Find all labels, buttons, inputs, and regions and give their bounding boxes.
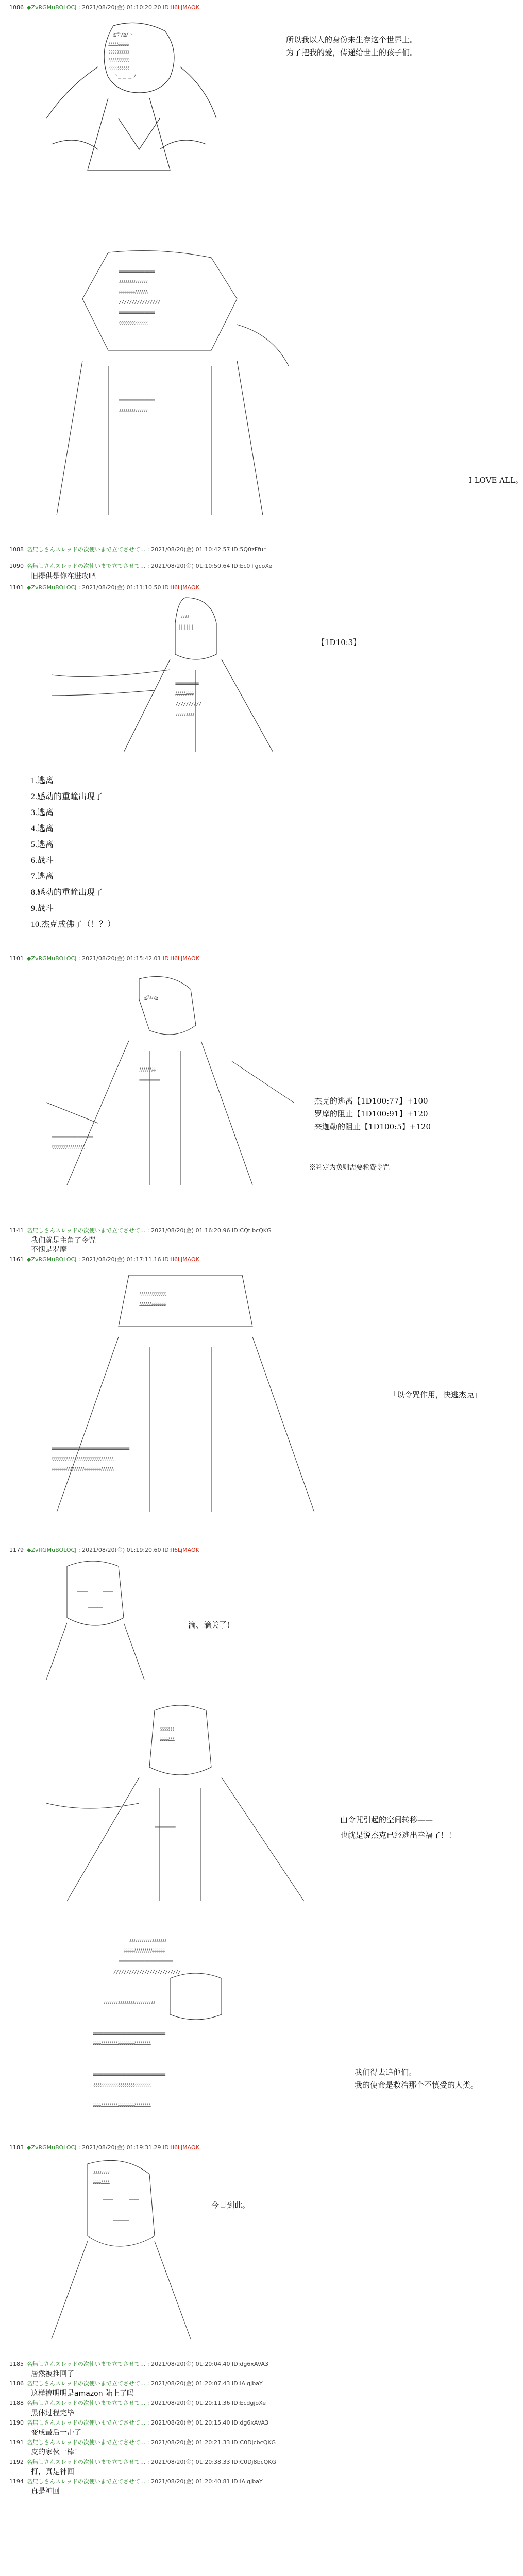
story-caption: 所以我以人的身份来生存这个世界上。: [286, 35, 418, 44]
post-header: 1090 名無しさんスレッドの次使いまで立てさせて... : 2021/08/20(金) 01:10:50.64 ID:Ec0+gcoXe: [9, 563, 273, 569]
post-header: 1186 名無しさんスレッドの次使いまで立てさせて... : 2021/08/20(金) 01:20:07.43 ID:lAlgJbaY: [9, 2380, 263, 2387]
ascii-art-figure-4: [36, 969, 304, 1195]
post-header: 1086 ◆ZvRGMuBOLOCJ : 2021/08/20(金) 01:10:20.20 ID:II6LjMAOK: [9, 4, 199, 11]
svg-text:≡≡≡≡≡≡≡≡≡≡≡≡≡≡: ≡≡≡≡≡≡≡≡≡≡≡≡≡≡: [119, 269, 155, 275]
post-comment: 打，真是神回: [31, 2468, 74, 2476]
svg-text:ﾐﾐﾐﾐﾐﾐﾐﾐﾐﾐﾐﾐﾐﾐ: ﾐﾐﾐﾐﾐﾐﾐﾐﾐﾐﾐﾐﾐﾐ: [119, 279, 147, 285]
story-caption: 滴、滴关了!: [188, 1620, 230, 1630]
story-caption: 「以令咒作用，快逃杰克」: [389, 1390, 482, 1399]
svg-text:ﾑﾑﾑﾑﾑﾑﾑﾑ: ﾑﾑﾑﾑﾑﾑﾑﾑ: [139, 1067, 156, 1073]
svg-text:≡≡≡≡≡≡≡≡: ≡≡≡≡≡≡≡≡: [139, 1078, 160, 1083]
ascii-art-figure-3: [41, 592, 330, 757]
svg-text:||||||: ||||||: [178, 624, 194, 630]
svg-text:ﾐﾐﾐﾐﾐﾐﾐﾐﾐﾐﾐﾐﾐﾐﾐﾐﾐﾐﾐﾐﾐﾐﾐﾐﾐﾐﾐﾐﾐﾐ: ﾐﾐﾐﾐﾐﾐﾐﾐﾐﾐﾐﾐﾐﾐﾐﾐﾐﾐﾐﾐﾐﾐﾐﾐﾐﾐﾐﾐﾐﾐ: [52, 1456, 113, 1462]
choice-list: [31, 773, 115, 933]
post-header: 1088 名無しさんスレッドの次使いまで立てさせて... : 2021/08/20(金) 01:10:42.57 ID:5Q0zFfur: [9, 546, 266, 553]
dice-roll: 杰克的逃离【1D100:77】+100: [314, 1096, 428, 1106]
list-item: 3.逃离: [31, 808, 54, 817]
ascii-art-figure-5: [36, 1265, 325, 1522]
svg-text:ﾑﾑﾑﾑﾑﾑﾑﾑﾑ: ﾑﾑﾑﾑﾑﾑﾑﾑﾑ: [175, 691, 194, 697]
rule-note: ※判定为负则需要耗费令咒: [309, 1163, 390, 1171]
post-header: 1101 ◆ZvRGMuBOLOCJ : 2021/08/20(金) 01:15:42.01 ID:II6LjMAOK: [9, 955, 199, 962]
svg-text:ﾑﾑﾑﾑﾑﾑﾑﾑﾑﾑﾑﾑﾑﾑﾑﾑﾑﾑﾑﾑ: ﾑﾑﾑﾑﾑﾑﾑﾑﾑﾑﾑﾑﾑﾑﾑﾑﾑﾑﾑﾑ: [124, 1948, 165, 1954]
post-header: 1192 名無しさんスレッドの次使いまで立てさせて... : 2021/08/20(金) 01:20:38.33 ID:C0Dj8bcQKG: [9, 2459, 277, 2465]
post-header: 1194 名無しさんスレッドの次使いまで立てさせて... : 2021/08/20(金) 01:20:40.81 ID:lAlgJbaY: [9, 2478, 263, 2485]
dice-roll: 来迦勒的阻止【1D100:5】+120: [314, 1122, 431, 1131]
list-item: 2.感动的重瞳出现了: [31, 792, 104, 801]
list-item: 9.战斗: [31, 904, 54, 913]
svg-text:ﾐﾐﾐﾐ: ﾐﾐﾐﾐ: [180, 614, 189, 620]
list-item: 5.逃离: [31, 840, 54, 849]
svg-text://////////////////////////: //////////////////////////: [113, 1969, 181, 1975]
svg-text:ﾐﾐﾐﾐﾐﾐﾐﾐﾐ: ﾐﾐﾐﾐﾐﾐﾐﾐﾐ: [175, 712, 194, 718]
post-comment: 皮的家伙一棒！: [31, 2448, 81, 2456]
post-comment: 变成最后一击了: [31, 2429, 81, 2437]
svg-text:ﾑﾑﾑﾑﾑﾑﾑﾑﾑﾑﾑﾑﾑﾑ: ﾑﾑﾑﾑﾑﾑﾑﾑﾑﾑﾑﾑﾑﾑ: [119, 290, 147, 295]
story-caption: 我们得去追他们。: [355, 2067, 417, 2077]
dice-roll: 罗摩的阻止【1D100:91】+120: [314, 1109, 428, 1118]
svg-text:ﾐﾐﾐﾐﾐﾐﾐﾐﾐﾐﾐﾐﾐﾐﾐﾐﾐﾐﾐﾐﾐﾐﾐﾐﾐﾐﾐﾐ: ﾐﾐﾐﾐﾐﾐﾐﾐﾐﾐﾐﾐﾐﾐﾐﾐﾐﾐﾐﾐﾐﾐﾐﾐﾐﾐﾐﾐ: [93, 2082, 150, 2088]
post-header: 1179 ◆ZvRGMuBOLOCJ : 2021/08/20(金) 01:19:20.60 ID:II6LjMAOK: [9, 1547, 199, 1553]
svg-text:≦テ/≧/ヽ: ≦テ/≧/ヽ: [113, 32, 133, 38]
post-comment: 旧提供是你在进攻吧: [31, 572, 96, 581]
svg-text:ﾐﾐﾐﾐﾐﾐﾐﾐﾐﾐﾐﾐﾐﾐ: ﾐﾐﾐﾐﾐﾐﾐﾐﾐﾐﾐﾐﾐﾐ: [119, 320, 147, 326]
svg-text:≡≡≡≡≡≡≡≡≡≡≡≡≡≡≡≡≡≡≡≡≡≡≡≡≡≡≡≡: ≡≡≡≡≡≡≡≡≡≡≡≡≡≡≡≡≡≡≡≡≡≡≡≡≡≡≡≡: [93, 2031, 165, 2037]
svg-text:≦ﾃﾐﾐﾐ≧: ≦ﾃﾐﾐﾐ≧: [144, 995, 158, 1001]
story-caption: 今日到此。: [211, 2200, 250, 2210]
svg-text:≡≡≡≡≡≡≡≡≡: ≡≡≡≡≡≡≡≡≡: [175, 681, 199, 687]
svg-text:≡≡≡≡≡≡≡≡≡≡≡≡≡≡≡≡≡≡≡≡≡: ≡≡≡≡≡≡≡≡≡≡≡≡≡≡≡≡≡≡≡≡≡: [119, 1959, 173, 1964]
svg-text:ﾑﾑﾑﾑﾑﾑﾑﾑﾑﾑﾑﾑﾑ: ﾑﾑﾑﾑﾑﾑﾑﾑﾑﾑﾑﾑﾑ: [139, 1302, 166, 1308]
dice-result: 【1D10:3】: [317, 638, 361, 647]
svg-text:ﾑﾑﾑﾑﾑﾑﾑﾑﾑﾑﾑﾑﾑﾑﾑﾑﾑﾑﾑﾑﾑﾑﾑﾑﾑﾑﾑﾑ: ﾑﾑﾑﾑﾑﾑﾑﾑﾑﾑﾑﾑﾑﾑﾑﾑﾑﾑﾑﾑﾑﾑﾑﾑﾑﾑﾑﾑ: [93, 2041, 150, 2047]
svg-text:ﾐﾐﾐﾐﾐﾐﾐﾐﾐﾐﾐﾐﾐ: ﾐﾐﾐﾐﾐﾐﾐﾐﾐﾐﾐﾐﾐ: [139, 1292, 166, 1297]
svg-text:≡≡≡≡≡≡≡≡≡≡≡≡≡≡: ≡≡≡≡≡≡≡≡≡≡≡≡≡≡: [119, 310, 155, 316]
story-caption: 为了把我的爱，传递给世上的孩子们。: [286, 48, 418, 57]
post-header: 1183 ◆ZvRGMuBOLOCJ : 2021/08/20(金) 01:19:31.29 ID:II6LjMAOK: [9, 2144, 199, 2151]
list-item: 1.逃离: [31, 776, 54, 785]
svg-text:ﾑﾑﾑﾑﾑﾑﾑﾑﾑﾑﾑﾑﾑﾑﾑﾑﾑﾑﾑﾑﾑﾑﾑﾑﾑﾑﾑﾑﾑﾑ: ﾑﾑﾑﾑﾑﾑﾑﾑﾑﾑﾑﾑﾑﾑﾑﾑﾑﾑﾑﾑﾑﾑﾑﾑﾑﾑﾑﾑﾑﾑ: [52, 1467, 113, 1472]
post-header: 1141 名無しさんスレッドの次使いまで立てさせて... : 2021/08/20(金) 01:16:20.96 ID:CQtjbcQKG: [9, 1227, 272, 1234]
svg-text:ﾑﾑﾑﾑﾑﾑﾑﾑﾑﾑ: ﾑﾑﾑﾑﾑﾑﾑﾑﾑﾑ: [108, 42, 129, 48]
post-header: 1185 名無しさんスレッドの次使いまで立てさせて... : 2021/08/20(金) 01:20:04.40 ID:dg6xAVA3: [9, 2361, 269, 2367]
ascii-art-figure-2: [31, 247, 299, 526]
svg-text:≡≡≡≡≡≡≡≡: ≡≡≡≡≡≡≡≡: [155, 1825, 176, 1831]
ascii-art-figure-1: [36, 15, 222, 242]
post-comment: 居然被推回了: [31, 2370, 74, 2378]
svg-text:////////////////: ////////////////: [119, 300, 160, 306]
post-header: 1191 名無しさんスレッドの次使いまで立てさせて... : 2021/08/20(金) 01:20:21.33 ID:C0DjcbcQKG: [9, 2439, 276, 2446]
svg-text:≡≡≡≡≡≡≡≡≡≡≡≡≡≡≡≡≡≡≡≡≡≡≡≡≡≡≡≡: ≡≡≡≡≡≡≡≡≡≡≡≡≡≡≡≡≡≡≡≡≡≡≡≡≡≡≡≡: [93, 2072, 165, 2078]
post-comment: 不愧是罗摩: [31, 1246, 67, 1254]
svg-text:ヽ_ _ _ /: ヽ_ _ _ /: [113, 73, 137, 79]
ascii-art-figure-6: [36, 1556, 155, 1685]
svg-text:ﾐﾐﾐﾐﾐﾐﾐﾐ: ﾐﾐﾐﾐﾐﾐﾐﾐ: [93, 2170, 109, 2176]
story-caption: 也就是说杰克已经逃出幸福了！！: [340, 1831, 457, 1840]
ascii-art-figure-7: [36, 1700, 325, 1906]
post-comment: 我们就是主角了令咒: [31, 1236, 96, 1245]
svg-text:ﾐﾐﾐﾐﾐﾐﾐﾐﾐﾐﾐﾐﾐﾐ: ﾐﾐﾐﾐﾐﾐﾐﾐﾐﾐﾐﾐﾐﾐ: [119, 408, 147, 414]
ascii-art-figure-8: [52, 1932, 340, 2138]
post-comment: 真是神回: [31, 2487, 60, 2496]
list-item: 7.逃离: [31, 872, 54, 881]
list-item: 10.杰克成佛了（！？）: [31, 920, 116, 929]
svg-text:≡≡≡≡≡≡≡≡≡≡≡≡≡≡≡≡: ≡≡≡≡≡≡≡≡≡≡≡≡≡≡≡≡: [52, 1134, 93, 1140]
svg-text:ﾑﾑﾑﾑﾑﾑﾑﾑﾑﾑﾑﾑﾑﾑﾑﾑﾑﾑﾑﾑﾑﾑﾑﾑﾑﾑﾑﾑ: ﾑﾑﾑﾑﾑﾑﾑﾑﾑﾑﾑﾑﾑﾑﾑﾑﾑﾑﾑﾑﾑﾑﾑﾑﾑﾑﾑﾑ: [93, 2103, 150, 2109]
svg-text:ﾐﾐﾐﾐﾐﾐﾐ: ﾐﾐﾐﾐﾐﾐﾐ: [160, 1727, 174, 1733]
svg-text:ﾐﾐﾐﾐﾐﾐﾐﾐﾐﾐ: ﾐﾐﾐﾐﾐﾐﾐﾐﾐﾐ: [108, 50, 129, 56]
svg-text:ﾐﾐﾐﾐﾐﾐﾐﾐﾐﾐﾐﾐﾐﾐﾐﾐﾐﾐ: ﾐﾐﾐﾐﾐﾐﾐﾐﾐﾐﾐﾐﾐﾐﾐﾐﾐﾐ: [129, 1938, 166, 1944]
svg-text://////////: //////////: [175, 702, 201, 707]
svg-text:≡≡≡≡≡≡≡≡≡≡≡≡≡≡≡≡≡≡≡≡≡≡≡≡≡≡≡≡≡≡: ≡≡≡≡≡≡≡≡≡≡≡≡≡≡≡≡≡≡≡≡≡≡≡≡≡≡≡≡≡≡: [52, 1446, 129, 1452]
post-comment: 这样搞明明是amazon 陆上了吗: [31, 2389, 134, 2398]
post-header: 1161 ◆ZvRGMuBOLOCJ : 2021/08/20(金) 01:17:11.16 ID:II6LjMAOK: [9, 1256, 199, 1263]
list-item: 4.逃离: [31, 824, 54, 833]
post-comment: 黑体过程完毕: [31, 2409, 74, 2417]
post-header: 1190 名無しさんスレッドの次使いまで立てさせて... : 2021/08/20(金) 01:20:15.40 ID:dg6xAVA3: [9, 2419, 269, 2426]
list-item: 6.战斗: [31, 856, 54, 865]
ascii-art-figure-9: [36, 2154, 201, 2344]
svg-text:ﾐﾐﾐﾐﾐﾐﾐﾐﾐﾐﾐﾐﾐﾐﾐﾐ: ﾐﾐﾐﾐﾐﾐﾐﾐﾐﾐﾐﾐﾐﾐﾐﾐ: [52, 1145, 85, 1150]
story-caption: 由令咒引起的空间转移——: [340, 1815, 433, 1824]
post-header: 1101 ◆ZvRGMuBOLOCJ : 2021/08/20(金) 01:11:10.50 ID:II6LjMAOK: [9, 584, 199, 591]
svg-text:ﾑﾑﾑﾑﾑﾑﾑﾑ: ﾑﾑﾑﾑﾑﾑﾑﾑ: [93, 2180, 109, 2186]
svg-text:ﾑﾑﾑﾑﾑﾑﾑ: ﾑﾑﾑﾑﾑﾑﾑ: [160, 1737, 174, 1743]
list-item: 8.感动的重瞳出现了: [31, 888, 104, 897]
svg-text:ﾐﾐﾐﾐﾐﾐﾐﾐﾐﾐﾐﾐﾐﾐﾐﾐﾐﾐﾐﾐﾐﾐﾐﾐﾐ: ﾐﾐﾐﾐﾐﾐﾐﾐﾐﾐﾐﾐﾐﾐﾐﾐﾐﾐﾐﾐﾐﾐﾐﾐﾐ: [103, 2000, 155, 2006]
svg-text:ﾐﾐﾐﾐﾐﾐﾐﾐﾐﾐ: ﾐﾐﾐﾐﾐﾐﾐﾐﾐﾐ: [108, 65, 129, 71]
story-caption: I LOVE ALL。: [469, 476, 523, 485]
story-caption: 我的使命是救治那个不慎受的人类。: [355, 2080, 479, 2090]
post-header: 1188 名無しさんスレッドの次使いまで立てさせて... : 2021/08/20(金) 01:20:11.36 ID:EcdgjoXe: [9, 2400, 266, 2406]
svg-text:ﾐﾐﾐﾐﾐﾐﾐﾐﾐﾐ: ﾐﾐﾐﾐﾐﾐﾐﾐﾐﾐ: [108, 58, 129, 63]
svg-text:≡≡≡≡≡≡≡≡≡≡≡≡≡≡: ≡≡≡≡≡≡≡≡≡≡≡≡≡≡: [119, 398, 155, 403]
